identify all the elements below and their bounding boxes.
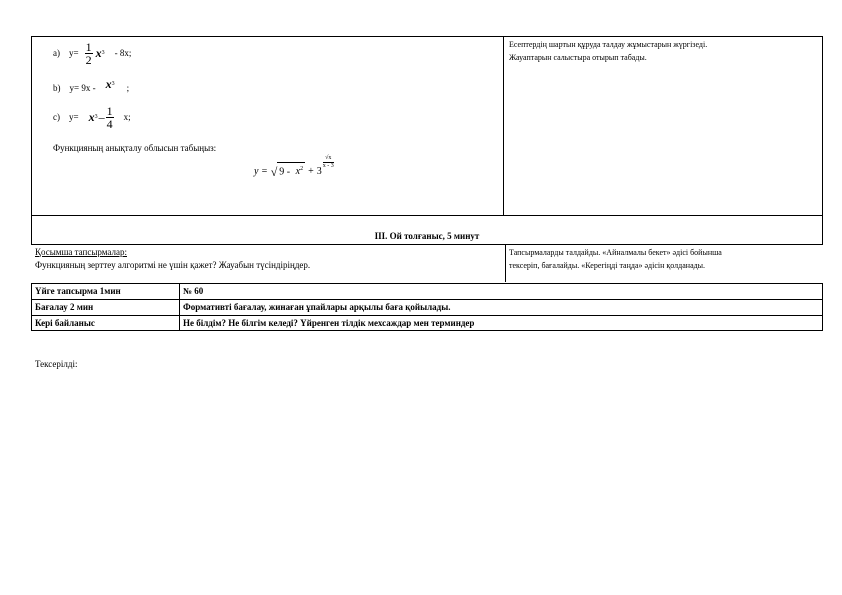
info-row-assessment-value: Формативті бағалау, жинаған ұпайлары арқылы баға қойылады. (183, 302, 451, 312)
reflection-heading: Қосымша тапсырмалар: (35, 247, 127, 257)
formula-exponent (323, 155, 334, 170)
option-a-marker: a) (53, 47, 60, 58)
info-row-assessment-label: Бағалау 2 мин (35, 302, 94, 312)
section-title-divider (31, 244, 823, 245)
formula-base: 3 (316, 166, 322, 177)
option-c-minus: – (98, 109, 105, 124)
section-title: III. Ой толғаныс, 5 минут (374, 231, 480, 241)
formula-radicand-a: 9 - (279, 166, 291, 177)
info-row-homework-value: № 60 (183, 286, 204, 296)
option-a-fraction (85, 41, 93, 66)
domain-task-text: Функцияның анықталу облысын табыңыз: (53, 143, 217, 153)
info-table-row-divider-1 (31, 299, 823, 300)
formula-exp-bottom: x - 3 (322, 163, 334, 169)
formula-lhs: y = (254, 166, 268, 177)
option-b-suffix: ; (126, 82, 130, 93)
option-a (53, 40, 131, 66)
option-c-fraction (106, 105, 114, 130)
option-c-frac-num: 1 (106, 103, 113, 118)
option-c-prefix: y= (69, 111, 79, 122)
option-a-var: x (95, 45, 102, 60)
option-c (53, 104, 131, 130)
formula-radical: √ (270, 165, 278, 179)
option-b-marker: b) (53, 82, 61, 93)
domain-formula (254, 152, 334, 178)
option-b-exp: 3 (111, 80, 115, 87)
formula-radicand (277, 162, 305, 178)
option-a-exp: 3 (101, 49, 105, 56)
option-a-frac-den: 2 (85, 52, 92, 67)
top-table-column-divider (503, 36, 504, 215)
info-table-row-divider-2 (31, 315, 823, 316)
info-row-feedback-value: Не білдім? Не білгім келеді? Үйренген тілдік мехсаждар мен терминдер (183, 318, 475, 328)
option-a-suffix: - 8x; (114, 47, 132, 58)
option-c-suffix: x; (123, 111, 131, 122)
option-a-frac-num: 1 (85, 39, 92, 54)
formula-plus: + (308, 166, 314, 177)
option-c-var: x (88, 109, 95, 124)
formula-exp-top: √x (323, 155, 334, 163)
option-c-exp: 3 (94, 113, 98, 120)
reflection-right-line-1: Тапсырмаларды талдайды. «Айналмалы бекет» әдісі бойынша (509, 248, 722, 257)
formula-radicand-exp: 2 (300, 165, 304, 172)
option-c-frac-den: 4 (106, 116, 113, 131)
info-row-homework-label: Үйге тапсырма 1мин (35, 286, 121, 296)
option-b-var: x (105, 76, 112, 91)
reflection-right-line-2: тексеріп, бағалайды. «Керегіңді таңда» әдісін қолданады. (509, 261, 706, 270)
top-table-row-divider (31, 215, 823, 216)
top-right-line-2: Жауаптарын салыстыра отырып табады. (509, 53, 647, 62)
info-row-feedback-label: Кері байланыс (35, 318, 95, 328)
option-b-prefix: y= 9x - (69, 82, 96, 93)
reflection-question: Функцияның зерттеу алгоритмі не үшін қажет? Жауабын түсіндіріңдер. (35, 260, 311, 270)
formula-radicand-x: x (295, 166, 301, 177)
reflection-column-divider (505, 244, 506, 282)
info-table-column-divider (179, 283, 180, 331)
top-right-line-1: Есептердің шартын құруда талдау жұмыстарын жүргізеді. (509, 40, 708, 49)
top-table (31, 36, 823, 245)
option-b (53, 78, 129, 98)
checked-label: Тексерілді: (35, 359, 78, 369)
option-c-marker: c) (53, 111, 60, 122)
option-a-prefix: y= (69, 47, 79, 58)
